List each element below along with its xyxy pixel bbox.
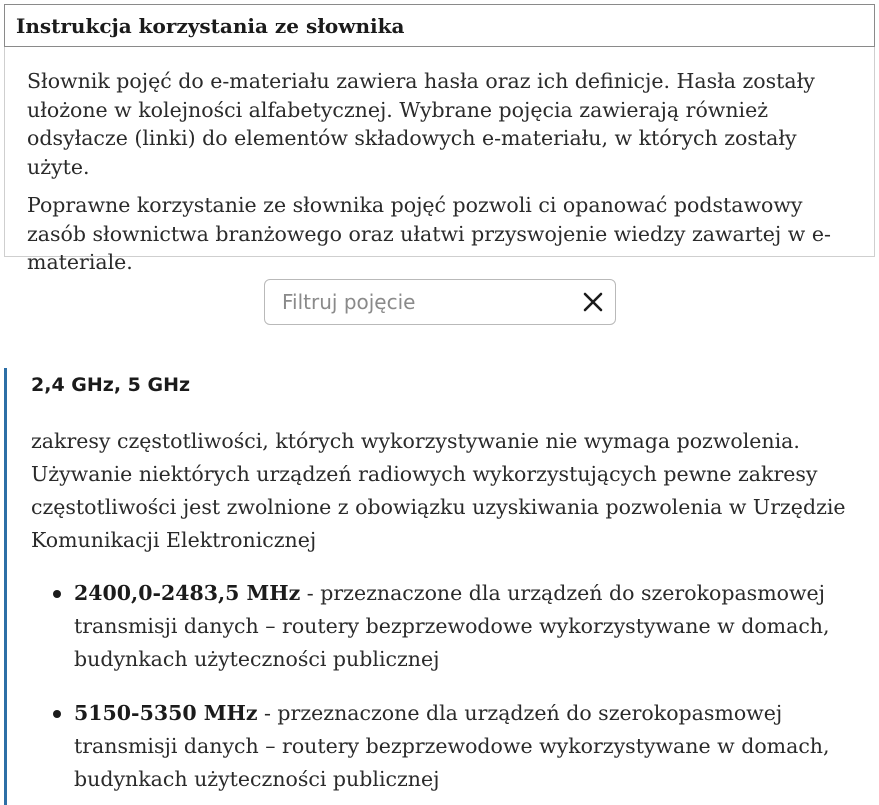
entry-definition: zakresy częstotliwości, których wykorzystywanie nie wymaga pozwolenia. Używanie niektórych urządzeń radiowych wykorzystujących pewne zakresy częstotliwości jest zwolnione z obowiązku uzyskiwania pozwolenia w Urzędzie Komunikacji Elektronicznej — [31, 429, 846, 552]
filter-input[interactable] — [265, 280, 571, 324]
close-icon — [582, 291, 604, 313]
instructions-panel — [4, 4, 875, 274]
bullet-icon — [53, 590, 61, 598]
list-item — [31, 697, 866, 796]
entry-term: 2,4 GHz, 5 GHz — [31, 374, 191, 396]
frequency-band: 5150-5350 MHz — [74, 701, 258, 725]
instructions-paragraph: Poprawne korzystanie ze słownika pojęć pozwoli ci opanować podstawowy zasób słownictwa branżowego oraz ułatwi przyswojenie wiedzy zawartej w e-materiale. — [27, 193, 831, 274]
frequency-list — [31, 577, 866, 805]
bullet-icon — [53, 710, 61, 718]
frequency-description: - przeznaczone dla urządzeń do szerokopasmowej transmisji danych – routery bezprzewodowe wykorzystywane w domach, budynkach użyteczności publicznej — [74, 581, 830, 671]
filter-box — [264, 279, 616, 325]
instructions-body — [5, 47, 874, 277]
frequency-description: - przeznaczone dla urządzeń do szerokopasmowej transmisji danych – routery bezprzewodowe wykorzystywane w domach, budynkach użyteczności publicznej — [74, 701, 830, 791]
list-item — [31, 577, 866, 676]
clear-filter-button[interactable] — [571, 280, 615, 324]
glossary-entry — [4, 368, 879, 805]
instructions-paragraph: Słownik pojęć do e-materiału zawiera hasła oraz ich definicje. Hasła zostały ułożone w kolejności alfabetycznej. Wybrane pojęcia zawierają również odsyłacze (linki) do elementów składowych e-materiału, w których zostały użyte. — [27, 69, 815, 179]
instructions-title: Instrukcja korzystania ze słownika — [4, 4, 875, 47]
frequency-band: 2400,0-2483,5 MHz — [74, 581, 301, 605]
